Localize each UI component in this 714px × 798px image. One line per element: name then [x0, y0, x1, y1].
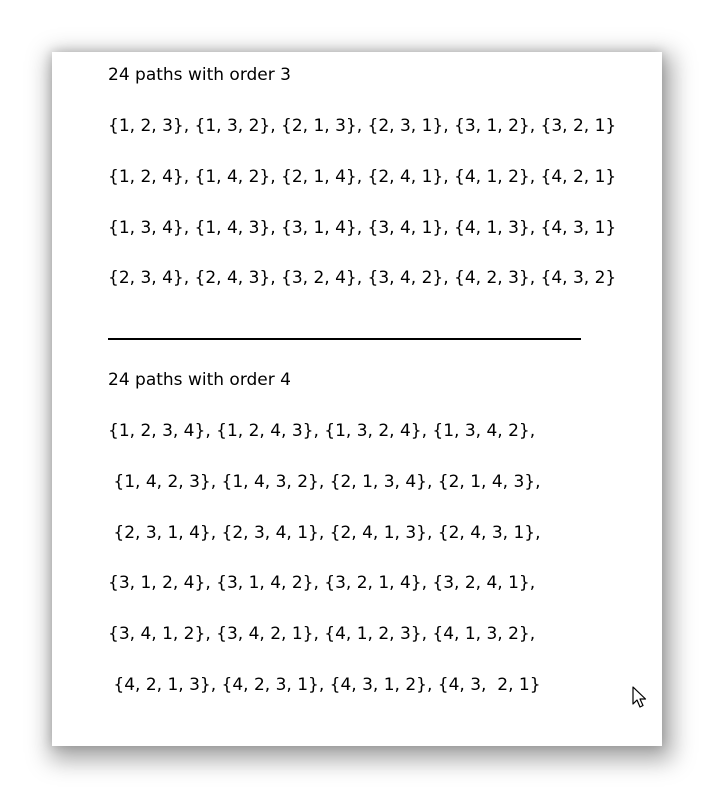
order-4-row-1: {1, 2, 3, 4}, {1, 2, 4, 3}, {1, 3, 2, 4}, {1, 3, 4, 2},: [108, 421, 536, 441]
order-4-row-5: {3, 4, 1, 2}, {3, 4, 2, 1}, {4, 1, 2, 3}, {4, 1, 3, 2},: [108, 624, 536, 644]
order-4-row-3: {2, 3, 1, 4}, {2, 3, 4, 1}, {2, 4, 1, 3}, {2, 4, 3, 1},: [108, 523, 541, 543]
document-page: [52, 52, 662, 746]
order-4-row-6: {4, 2, 1, 3}, {4, 2, 3, 1}, {4, 3, 1, 2}, {4, 3, 2, 1}: [108, 675, 541, 695]
order-3-row-1: {1, 2, 3}, {1, 3, 2}, {2, 1, 3}, {2, 3, 1}, {3, 1, 2}, {3, 2, 1}: [108, 116, 617, 136]
order-4-row-2: {1, 4, 2, 3}, {1, 4, 3, 2}, {2, 1, 3, 4}, {2, 1, 4, 3},: [108, 472, 541, 492]
order-3-row-3: {1, 3, 4}, {1, 4, 3}, {3, 1, 4}, {3, 4, 1}, {4, 1, 3}, {4, 3, 1}: [108, 218, 617, 238]
section-divider: [108, 338, 581, 340]
order-4-heading: 24 paths with order 4: [108, 370, 291, 390]
mouse-pointer-icon: [632, 686, 648, 710]
order-3-heading: 24 paths with order 3: [108, 65, 291, 85]
order-3-row-4: {2, 3, 4}, {2, 4, 3}, {3, 2, 4}, {3, 4, 2}, {4, 2, 3}, {4, 3, 2}: [108, 268, 617, 288]
order-4-row-4: {3, 1, 2, 4}, {3, 1, 4, 2}, {3, 2, 1, 4}, {3, 2, 4, 1},: [108, 573, 536, 593]
order-3-row-2: {1, 2, 4}, {1, 4, 2}, {2, 1, 4}, {2, 4, 1}, {4, 1, 2}, {4, 2, 1}: [108, 167, 617, 187]
